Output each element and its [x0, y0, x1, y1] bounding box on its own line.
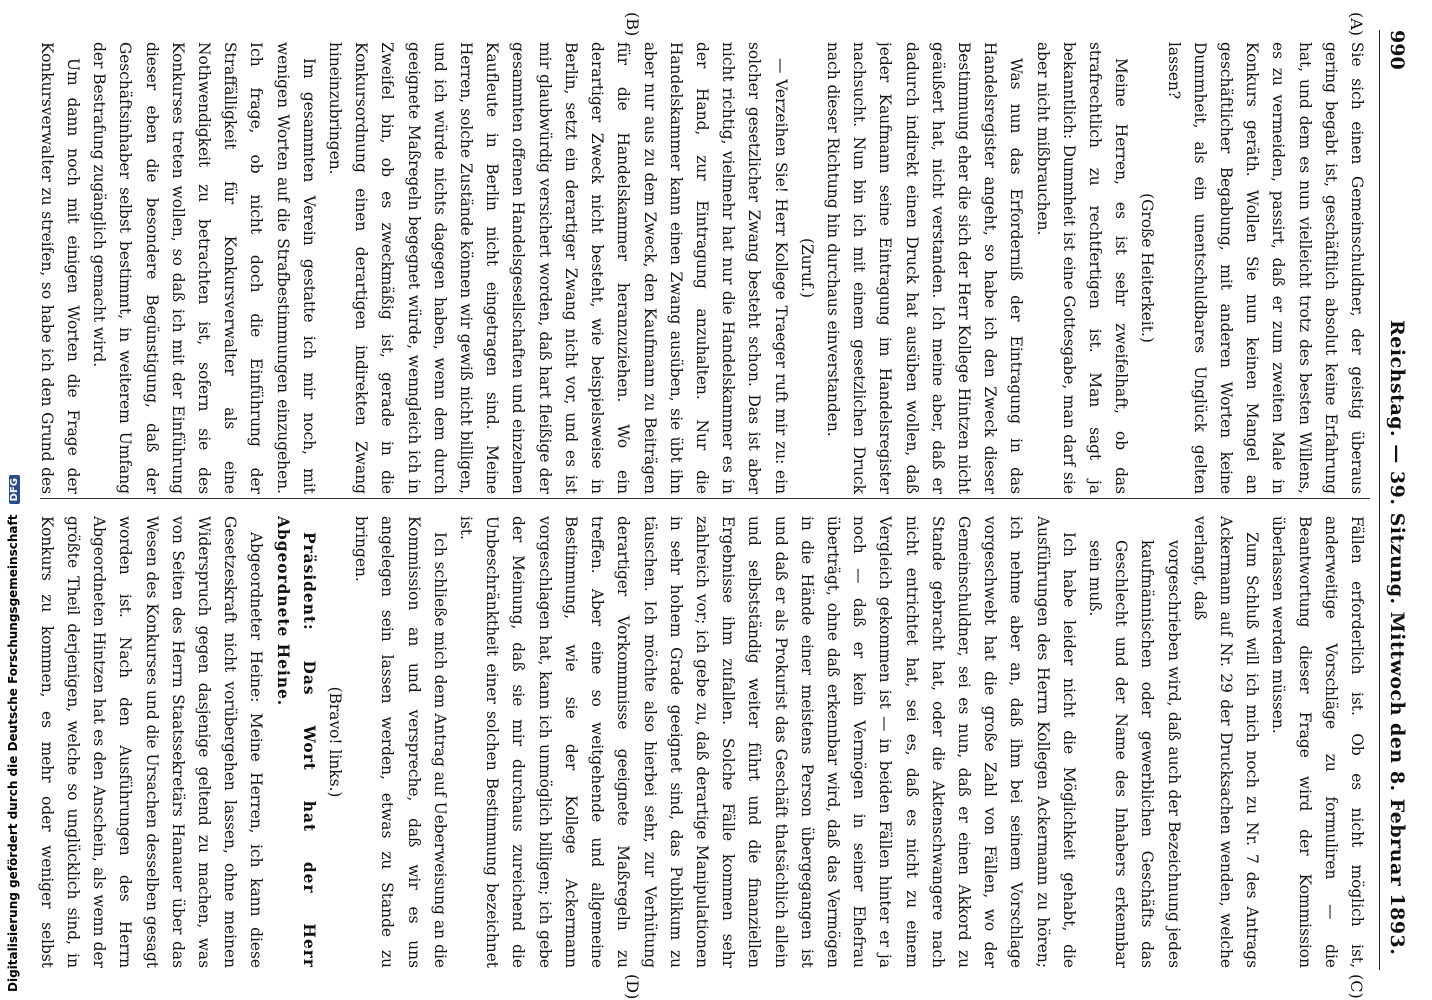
paragraph: Meine Herren, es ist sehr zweifelhaft, ob das strafrechtlich zu rechtfertigen ist. Man sagt ja bekanntlich: Dummheit ist eine Gottesgabe, man darf sie aber nicht mißbrauchen. [1033, 42, 1131, 494]
dfg-logo: DFG [9, 475, 20, 504]
page-title: Reichstag. — 39. Sitzung. Mittwoch den 8. Februar 1893. [1386, 320, 1408, 956]
paragraph: Abgeordneter Heine: Meine Herren, ich kann diese Gesetzeskraft nicht vorübergehen lassen, ohne meinen Widerspruch gegen dasjenige geltend zu machen, was von Seiten des Herrn Staatssekretärs Hanauer über das Wesen des Konkurses und die Ursachen desselben gesagt worden ist. Nach den Ausführungen des Herrn Abgeordneten Hintzen hat es den Anschein, als wenn der größte Theil derjenigen, welche so unglücklich sind, in Konkurs zu kommen, es mehr oder weniger selbst [37, 516, 266, 968]
paragraph: Ich habe leider nicht die Möglichkeit gehabt, die Ausführungen des Herrn Kollegen Ackermann zu hören; ich nehme aber an, daß ihm bei seinem Vorschlage vorgeschwebt hat die große Zahl von Fällen, wo der Gemeinschuldner, sei es nun, daß er einen Akkord zu Stande gebracht hat, oder die Aktenschwangere nach nicht entrichtet hat, sei es, daß es nicht zu einem Vergleich gekommen ist — in beiden Fällen hinter er ja noch — daß er kein Vermögen in seiner Ehefrau überträgt, ohne daß erkennbar wird, daß das Vermögen in die Hände einer meistens Person übergegangen ist und daß er als Prokurist das Geschäft thatsächlich allein und selbstständig weiter führt und die finanziellen Ergebnisse ihm zufallen. Solche Fälle kommen sehr zahlreich vor; ich gebe zu, daß derartige Manipulationen in sehr hohem Grade geeignet sind, das Publikum zu täuschen. Ich möchte also hierbei sehr, zur Verhütung derartiger Vorkommnisse geeignete Maßregeln zu treffen. Aber eine so weitgehende und allgemeine Bestimmung, wie sie der Kollege Ackermann vorgeschlagen hat, kann ich unmöglich billigen; ich gebe der Meinung, daß sie mir durchaus zureichend die Unbeschränktheit einer solchen Bestimmung bezeichnet ist. [457, 516, 1078, 968]
left-text-column [30, 42, 1370, 494]
margin-marker-d: (D) [623, 974, 642, 1000]
paragraph: Ich schließe mich dem Antrag auf Ueberweisung an die Kommission an und verspreche, daß wir es uns angelegen sein lassen werden, etwas zu Stande zu bringen. [352, 516, 449, 968]
quoted-motion: vorgeschrieben wird, daß auch der Bezeichnung jedes kaufmännischen oder gewerblichen Geschäfts das Geschlecht und der Name des Inhabers erkennbar sein muß. [1085, 540, 1183, 968]
digitization-credit-text: Digitalisierung gefördert durch die Deutsche Forschungsgemeinschaft [6, 514, 20, 992]
right-text-column [30, 516, 1370, 968]
digitization-credit-bar [0, 0, 22, 1000]
paragraph: Um dann noch mit einigen Worten die Frage der Konkursverwalter zu streifen, so habe ich den Grund des [37, 42, 83, 494]
margin-marker-b: (B) [623, 12, 642, 37]
paragraph: Im gesammten Verein gestatte ich mir noch, mit wenigen Worten auf die Strafbestimmungen einzugehen. Ich frage, ob nicht doch die Einführung der Straffälligkeit für Konkursverwalter als eine Nothwendigkeit zu betrachten ist, sofern sie des Konkurses treten wollen, so daß ich mit der Einführung dieser eben die besondere Begünstigung, daß der Geschäftsinhaber selbst bestimmt, in weiterem Umfang der Bestrafung zugänglich gemacht wird. [90, 42, 318, 494]
margin-marker-c: (C) [1347, 974, 1366, 999]
interjection: (Große Heiterkeit.) [1138, 193, 1157, 343]
paragraph: Was nun das Erforderniß der Eintragung in das Handelsregister angeht, so habe ich den Zweck dieser Bestimmung eher die sich der Herr Kollege Hintzen nicht geäußert hat, nicht verstanden. Ich meine aber, daß er dadurch indirekt einen Druck hat ausüben wollen, daß jeder Kaufmann seine Eintragung im Handelsregister nachsucht. Nun bin ich mit einem gesetzlichen Druck nach dieser Richtung hin durchaus einverstanden. [823, 42, 1026, 494]
page-header [1379, 30, 1410, 970]
interjection: (Zuruf.) [797, 238, 816, 298]
column-divider [40, 498, 1370, 499]
margin-marker-a: (A) [1347, 12, 1366, 37]
paragraph: — Verzeihen Sie! Herr Kollege Traeger ruft mir zu: ein solcher gesetzlicher Zwang besteht schon. Das ist aber nicht richtig, vielmehr hat nur die Handelskammer es in der Hand, zur Eintragung anzuhalten. Nur die Handelskammer kann einen Zwang ausüben, sie übt ihn aber nur aus zu dem Zweck, den Kaufmann zu Beiträgen für die Handelskammer heranzuziehen. Wo ein derartiger Zweck nicht besteht, wie beispielsweise in Berlin, setzt ein derartiger Zwang nicht vor, und es ist mir glaubwürdig versichert worden, daß hart fleißige der gesammten offenen Handelsgesellschaften und einzelnen Kaufleute in Berlin nicht eingetragen sind. Meine Herren, solche Zustände können wir gewiß nicht billigen, und ich würde nichts dagegen haben, wenn dem durch geeignete Maßregeln begegnet würde, wenngleich ich in Zweifel bin, ob es zweckmäßig ist, gerade in die Konkursordnung einen derartigen indirekten Zwang hineinzubringen. [326, 42, 790, 494]
interjection: (Bravo! links.) [326, 686, 345, 798]
paragraph: Fällen erforderlich ist. Ob es nicht möglich ist, anderweitige Vorschläge zu formuliren — die Beantwortung dieser Frage wird der Kommission überlassen werden müssen. [1269, 516, 1366, 968]
paragraph: Sie sich einen Gemeinschuldner, der geistig überaus gering begabt ist, geschäftlich absolut keine Erfahrung hat, und dem es nun vielleicht trotz des besten Willens, es zu vermeiden, passirt, daß er zum zweiten Male in Konkurs geräth. Wollen Sie nun keinen Mangel an geschäftlicher Begabung, mit anderen Worten keine Dummheit, als ein unentschuldbares Unglück gelten lassen? [1164, 42, 1366, 494]
speaker-line: Präsident: Das Wort hat der Herr Abgeordnete Heine. [273, 516, 318, 968]
digitization-credit [6, 475, 20, 992]
paragraph: Zum Schluß will ich mich noch zu Nr. 7 des Antrags Ackermann auf Nr. 29 der Drucksachen wenden, welche verlangt, daß [1190, 516, 1262, 968]
page-number: 990 [1386, 30, 1408, 70]
